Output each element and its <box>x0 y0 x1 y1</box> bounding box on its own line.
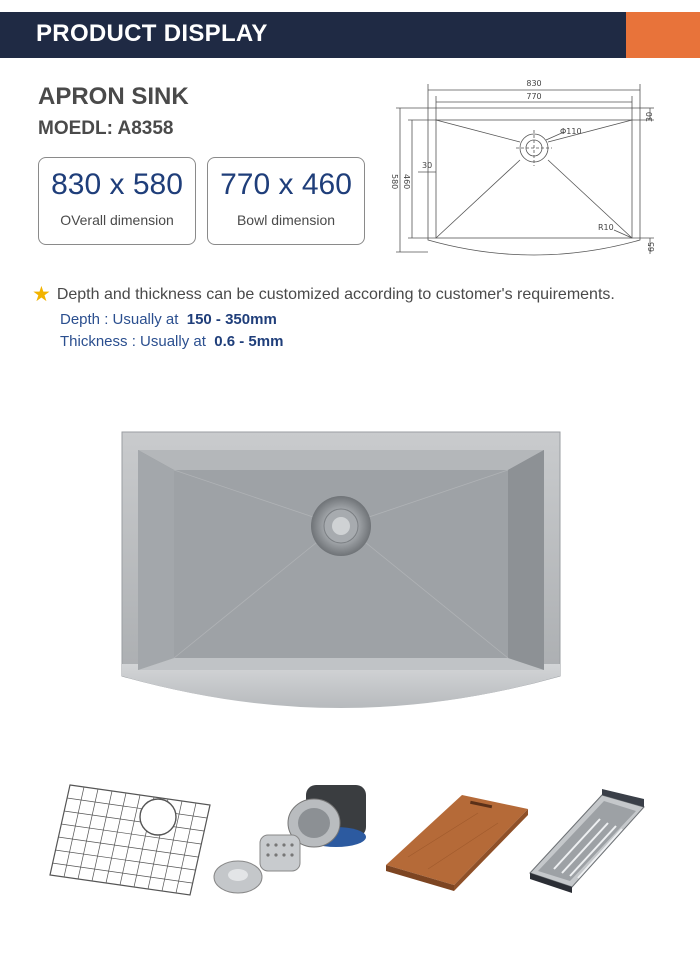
overall-dimension-box <box>38 157 196 245</box>
strainer-accessory <box>210 765 385 915</box>
thickness-spec-value: 0.6 - 5mm <box>214 333 284 350</box>
drawing-overall-width: 830 <box>526 79 542 88</box>
thickness-spec <box>60 333 283 350</box>
header-accent-block <box>626 12 700 58</box>
drawing-overall-depth: 580 <box>390 174 399 190</box>
drawing-radius-label: R10 <box>598 223 614 232</box>
drawing-bowl-depth: 460 <box>402 174 411 190</box>
sink-photo <box>118 428 564 728</box>
overall-dimension-value: 830 x 580 <box>51 168 183 201</box>
header-banner <box>0 12 700 58</box>
product-name: APRON SINK <box>38 83 189 110</box>
drawing-rim-label: 30 <box>645 111 654 122</box>
bowl-dimension-value: 770 x 460 <box>220 168 352 201</box>
bottom-grid-accessory <box>40 765 215 915</box>
depth-spec-label: Depth : Usually at <box>60 311 179 328</box>
technical-drawing <box>388 70 668 270</box>
thickness-spec-label: Thickness : Usually at <box>60 333 206 350</box>
overall-dimension-caption: OVerall dimension <box>60 212 174 228</box>
colander-accessory <box>520 765 650 915</box>
drawing-drain-label: Φ110 <box>560 127 582 136</box>
drawing-bowl-width: 770 <box>526 92 542 101</box>
customization-note-text: Depth and thickness can be customized according to customer's requirements. <box>56 286 615 303</box>
cutting-board-accessory <box>378 765 533 915</box>
page-title: PRODUCT DISPLAY <box>36 20 268 47</box>
bowl-dimension-box <box>207 157 365 245</box>
star-icon: ★ <box>32 283 51 306</box>
depth-spec <box>60 311 277 328</box>
drawing-apron-label: 65 <box>647 241 656 252</box>
product-model: MOEDL: A8358 <box>38 118 174 139</box>
customization-note <box>32 282 615 307</box>
drawing-side-label: 30 <box>422 161 433 170</box>
depth-spec-value: 150 - 350mm <box>186 311 277 328</box>
bowl-dimension-caption: Bowl dimension <box>236 212 336 228</box>
